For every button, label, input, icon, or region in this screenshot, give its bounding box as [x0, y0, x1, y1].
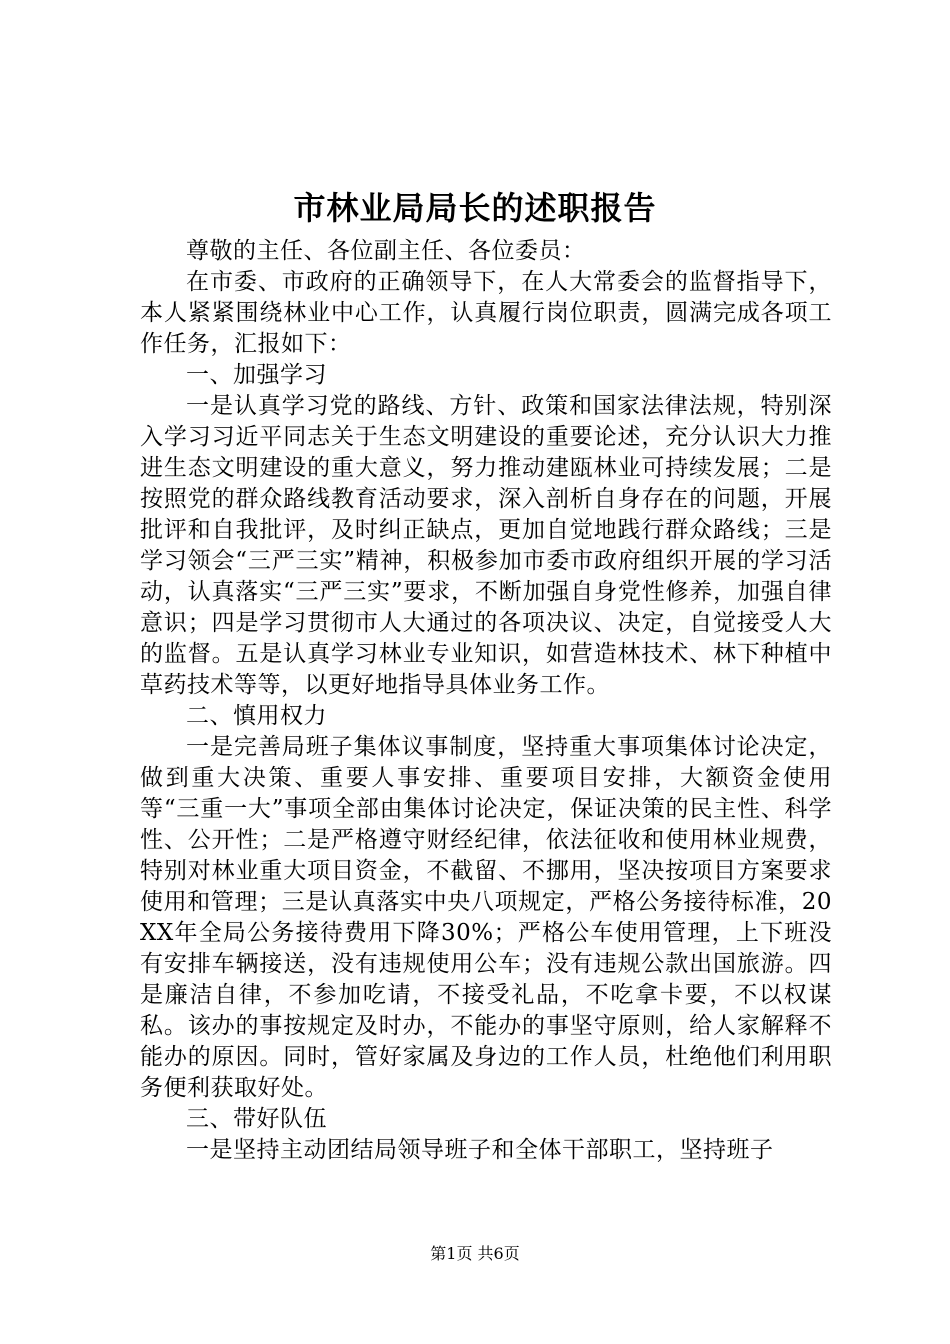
section-paragraph-1: 一是认真学习党的路线、方针、政策和国家法律法规，特别深入学习习近平同志关于生态文明建设的重要论述，充分认识大力推进生态文明建设的重大意义，努力推动建瓯林业可持续发展；二是按照党的群众路线教育活动要求，深入剖析自身存在的问题，开展批评和自我批评，及时纠正缺点，更加自觉地践行群众路线；三是学习领会“三严三实”精神，积极参加市委市政府组织开展的学习活动，认真落实“三严三实”要求，不断加强自身党性修养，加强自律意识；四是学习贯彻市人大通过的各项决议、决定，自觉接受人大的监督。五是认真学习林业专业知识，如营造林技术、林下种植中草药技术等等，以更好地指导具体业务工作。 — [140, 393, 832, 698]
section-heading-2: 二、慎用权力 — [186, 703, 327, 729]
page-number-footer: 第1页 共6页 — [430, 1244, 520, 1263]
section-heading-1: 一、加强学习 — [186, 362, 327, 388]
section-heading-3: 三、带好队伍 — [186, 1106, 327, 1132]
salutation: 尊敬的主任、各位副主任、各位委员： — [186, 238, 586, 264]
section-paragraph-2: 一是完善局班子集体议事制度，坚持重大事项集体讨论决定，做到重大决策、重要人事安排、重要项目安排，大额资金使用等“三重一大”事项全部由集体讨论决定，保证决策的民主性、科学性、公开性；二是严格遵守财经纪律，依法征收和使用林业规费，特别对林业重大项目资金，不截留、不挪用，坚决按项目方案要求使用和管理；三是认真落实中央八项规定，严格公务接待标准，20XX年全局公务接待费用下降30%；严格公车使用管理，上下班没有安排车辆接送，没有违规使用公车；没有违规公款出国旅游。四是廉洁自律，不参加吃请，不接受礼品，不吃拿卡要，不以权谋私。该办的事按规定及时办，不能办的事坚守原则，给人家解释不能办的原因。同时，管好家属及身边的工作人员，杜绝他们利用职务便利获取好处。 — [140, 734, 832, 1101]
intro-paragraph: 在市委、市政府的正确领导下，在人大常委会的监督指导下，本人紧紧围绕林业中心工作，认真履行岗位职责，圆满完成各项工作任务，汇报如下： — [140, 269, 832, 357]
document-title: 市林业局局长的述职报告 — [293, 189, 657, 227]
document-body — [140, 236, 832, 1166]
section-paragraph-3: 一是坚持主动团结局领导班子和全体干部职工，坚持班子 — [186, 1137, 774, 1163]
